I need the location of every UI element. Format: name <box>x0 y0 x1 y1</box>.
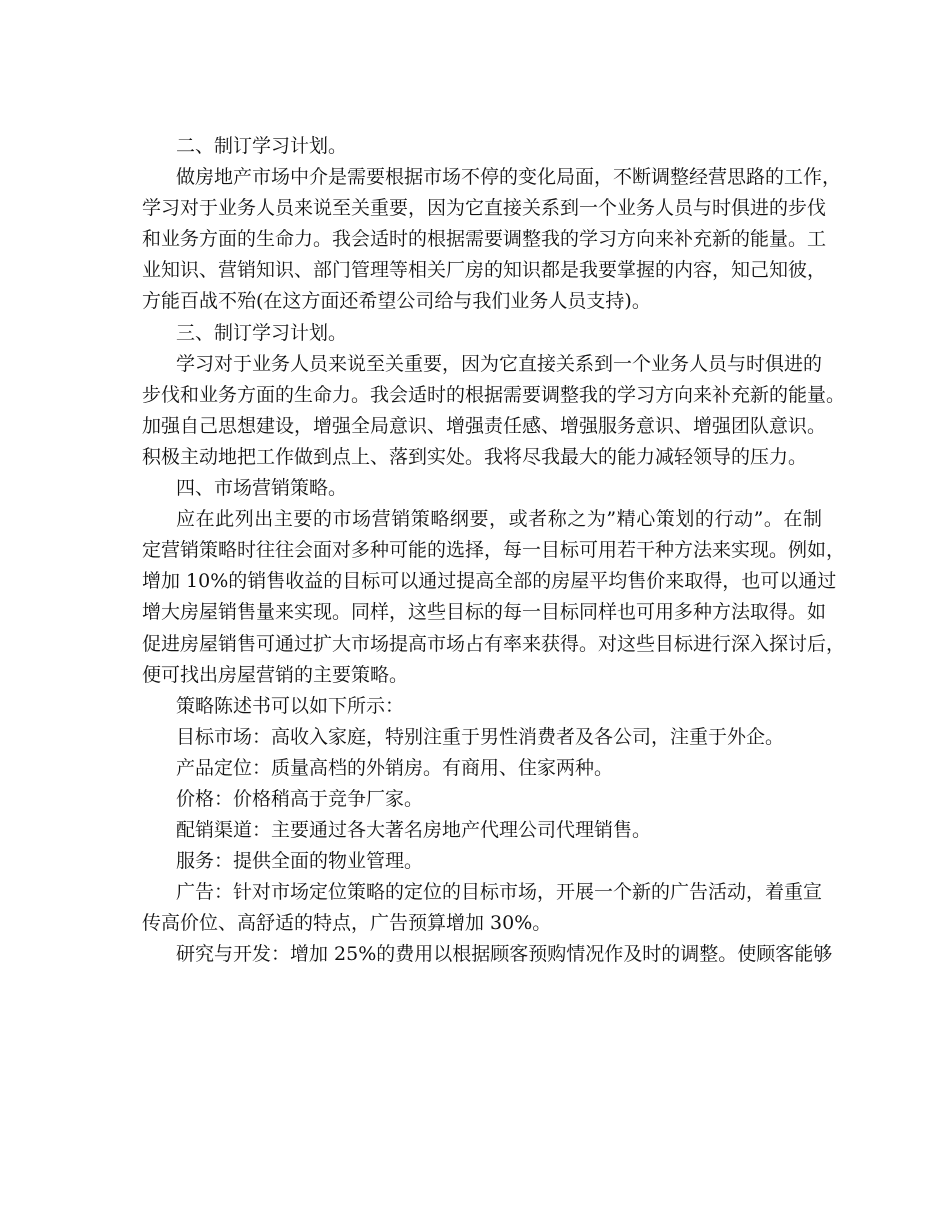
paragraph-line: 促进房屋销售可通过扩大市场提高市场占有率来获得。对这些目标进行深入探讨后， <box>142 632 846 655</box>
section-heading-2: 二、制订学习计划。 <box>176 135 348 157</box>
paragraph-line: 做房地产市场中介是需要根据市场不停的变化局面，不断调整经营思路的工作， <box>176 166 842 189</box>
strategy-distribution: 配销渠道：主要通过各大著名房地产代理公司代理销售。 <box>176 819 652 842</box>
paragraph-line: 步伐和业务方面的生命力。我会适时的根据需要调整我的学习方向来补充新的能量。 <box>142 383 846 406</box>
paragraph-line: 定营销策略时往往会面对多种可能的选择，每一目标可用若干种方法来实现。例如， <box>142 539 846 562</box>
strategy-intro: 策略陈述书可以如下所示： <box>176 694 405 717</box>
paragraph-line: 业知识、营销知识、部门管理等相关厂房的知识都是我要掌握的内容，知己知彼， <box>142 259 827 282</box>
strategy-product-positioning: 产品定位：质量高档的外销房。有商用、住家两种。 <box>176 756 614 779</box>
strategy-rnd: 研究与开发：增加 25%的费用以根据顾客预购情况作及时的调整。使顾客能够 <box>176 943 833 966</box>
paragraph-line: 增大房屋销售量来实现。同样，这些目标的每一目标同样也可用多种方法取得。如 <box>142 601 827 624</box>
paragraph-line: 方能百战不殆(在这方面还希望公司给与我们业务人员支持)。 <box>142 290 651 313</box>
document-body <box>142 131 846 971</box>
strategy-price: 价格：价格稍高于竞争厂家。 <box>176 787 424 810</box>
strategy-service: 服务：提供全面的物业管理。 <box>176 850 424 873</box>
paragraph-line: 应在此列出主要的市场营销策略纲要，或者称之为”精心策划的行动”。在制 <box>176 508 822 531</box>
paragraph-line: 和业务方面的生命力。我会适时的根据需要调整我的学习方向来补充新的能量。工 <box>142 228 827 251</box>
strategy-advertising: 广告：针对市场定位策略的定位的目标市场，开展一个新的广告活动，着重宣 <box>176 881 823 904</box>
paragraph-line: 学习对于业务人员来说至关重要，因为它直接关系到一个业务人员与时俱进的 <box>176 352 823 375</box>
section-heading-4: 四、市场营销策略。 <box>176 477 348 500</box>
paragraph-line: 增加 10%的销售收益的目标可以通过提高全部的房屋平均售价来取得，也可以通过 <box>142 570 837 593</box>
strategy-target-market: 目标市场：高收入家庭，特别注重于男性消费者及各公司，注重于外企。 <box>176 725 785 748</box>
paragraph-line: 积极主动地把工作做到点上、落到实处。我将尽我最大的能力减轻领导的压力。 <box>142 445 808 468</box>
strategy-advertising-cont: 传高价位、高舒适的特点，广告预算增加 30%。 <box>142 912 552 935</box>
section-heading-3: 三、制订学习计划。 <box>176 321 348 344</box>
paragraph-line: 加强自己思想建设，增强全局意识、增强责任感、增强服务意识、增强团队意识。 <box>142 414 827 437</box>
paragraph-line: 学习对于业务人员来说至关重要，因为它直接关系到一个业务人员与时俱进的步伐 <box>142 197 827 220</box>
paragraph-line: 便可找出房屋营销的主要策略。 <box>142 663 409 686</box>
